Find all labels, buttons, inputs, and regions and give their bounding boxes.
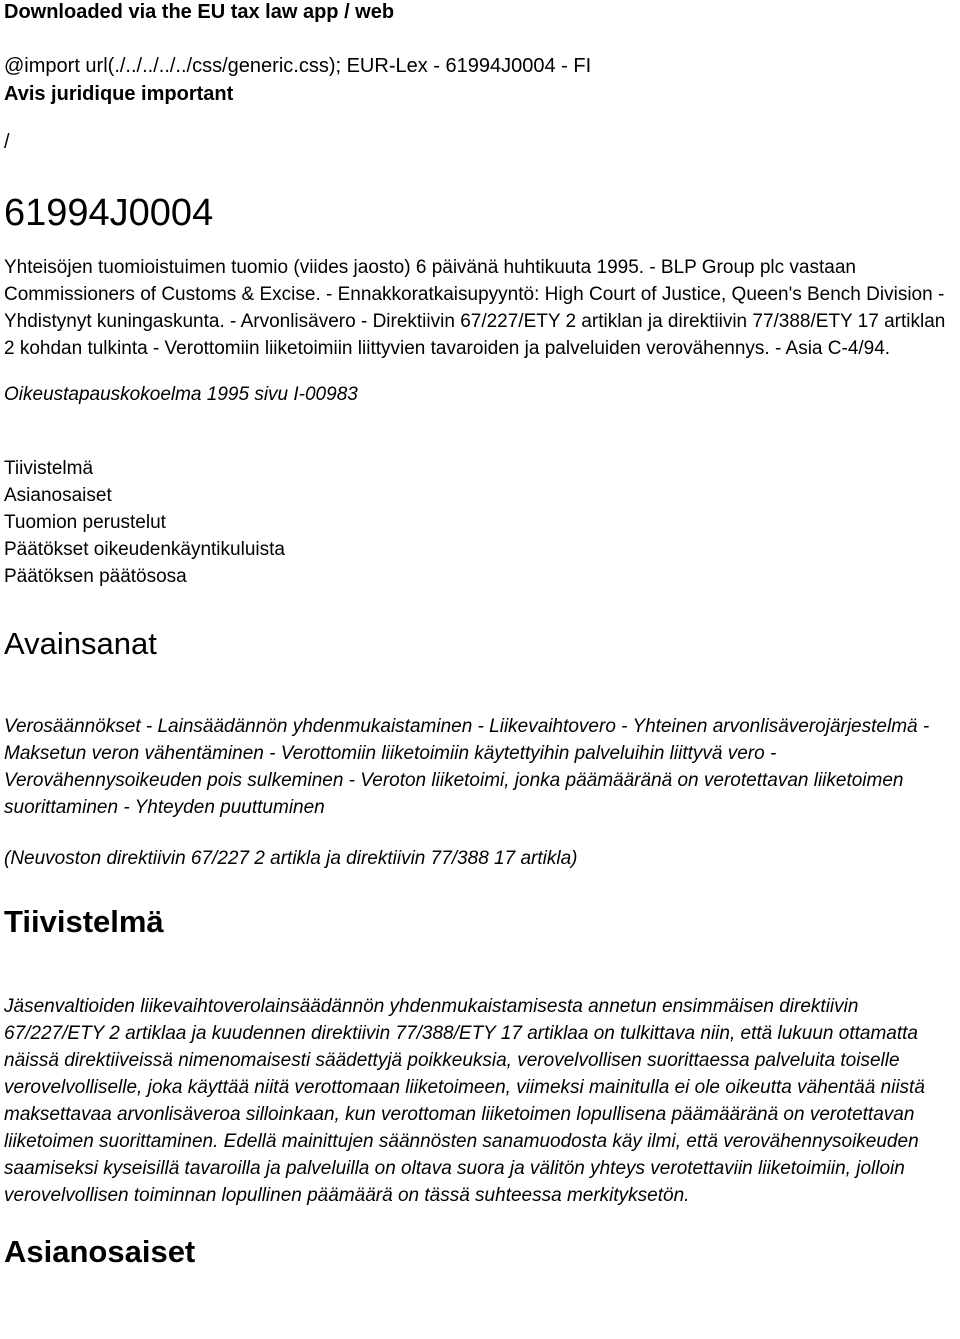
- keywords-heading: Avainsanat: [4, 626, 157, 661]
- summary-heading: Tiivistelmä: [4, 904, 164, 939]
- document-id-heading: 61994J0004: [4, 192, 214, 234]
- toc-link-summary[interactable]: Tiivistelmä: [4, 458, 94, 479]
- source-line: @import url(./../../../../css/generic.css); EUR-Lex - 61994J0004 - FI: [4, 55, 592, 77]
- parties-heading: Asianosaiset: [4, 1234, 196, 1269]
- separator-slash: /: [4, 131, 10, 153]
- reports-reference: Oikeustapauskokoelma 1995 sivu I-00983: [4, 384, 358, 405]
- judgment-title: Yhteisöjen tuomioistuimen tuomio (viides jaosto) 6 päivänä huhtikuuta 1995. - BLP Group plc vastaan Commissioners of Customs & Excise. - Ennakkoratkaisupyyntö: High Court of Justice, Queen's Bench Division - Yhdistynyt kuningaskunta. - Arvonlisävero - Direktiivin 67/227/ETY 2 artiklan ja direktiivin 77/388/ETY 17 artiklan 2 kohdan tulkinta - Verottomiin liiketoimiin liittyvien tavaroiden ja palveluiden verovähennys. - Asia C-4/94.: [4, 257, 946, 359]
- toc-link-parties[interactable]: Asianosaiset: [4, 485, 112, 506]
- legal-notice-link[interactable]: Avis juridique important: [4, 83, 234, 105]
- table-of-contents: [4, 455, 956, 590]
- keywords-text: Verosäännökset - Lainsäädännön yhdenmukaistaminen - Liikevaihtovero - Yhteinen arvonlisäverojärjestelmä - Maksetun veron vähentäminen - Verottomiin liiketoimiin käytettyihin palveluihin liittyvä vero - Verovähennysoikeuden pois sulkeminen - Veroton liiketoimi, jonka päämääränä on verotettavan liiketoimen suorittaminen - Yhteyden puuttuminen: [4, 716, 930, 818]
- toc-link-costs[interactable]: Päätökset oikeudenkäyntikuluista: [4, 539, 285, 560]
- document-page: [4, 0, 956, 1272]
- summary-text: Jäsenvaltioiden liikevaihtoverolainsäädännön yhdenmukaistamisesta annetun ensimmäisen direktiivin 67/227/ETY 2 artiklaa ja kuudennen direktiivin 77/388/ETY 17 artiklaa on tulkittava niin, että lukuun ottamatta näissä direktiiveissä nimenomaisesti säädettyjä poikkeuksia, verovelvollisen suorittaessa palveluita toiselle verovelvolliselle, joka käyttää niitä verottomaan liiketoimeen, viimeksi mainitulla ei ole oikeutta vähentää niistä maksettavaa arvonlisäveroa silloinkaan, kun verottoman liiketoimen lopullisena päämääränä on verotettavan liiketoimen suorittaminen. Edellä mainittujen säännösten sanamuodosta käy ilmi, että verovähennysoikeuden saamiseksi kyseisillä tavaroilla ja palveluilla on oltava suora ja välitön yhteys verotettaviin liiketoimiin, jolloin verovelvollisen toiminnan lopullinen päämäärä on tässä suhteessa merkityksetön.: [4, 996, 925, 1206]
- download-banner: Downloaded via the EU tax law app / web: [4, 1, 395, 23]
- toc-link-grounds[interactable]: Tuomion perustelut: [4, 512, 166, 533]
- toc-link-operative-part[interactable]: Päätöksen päätösosa: [4, 566, 187, 587]
- legal-reference: (Neuvoston direktiivin 67/227 2 artikla ja direktiivin 77/388 17 artikla): [4, 848, 578, 869]
